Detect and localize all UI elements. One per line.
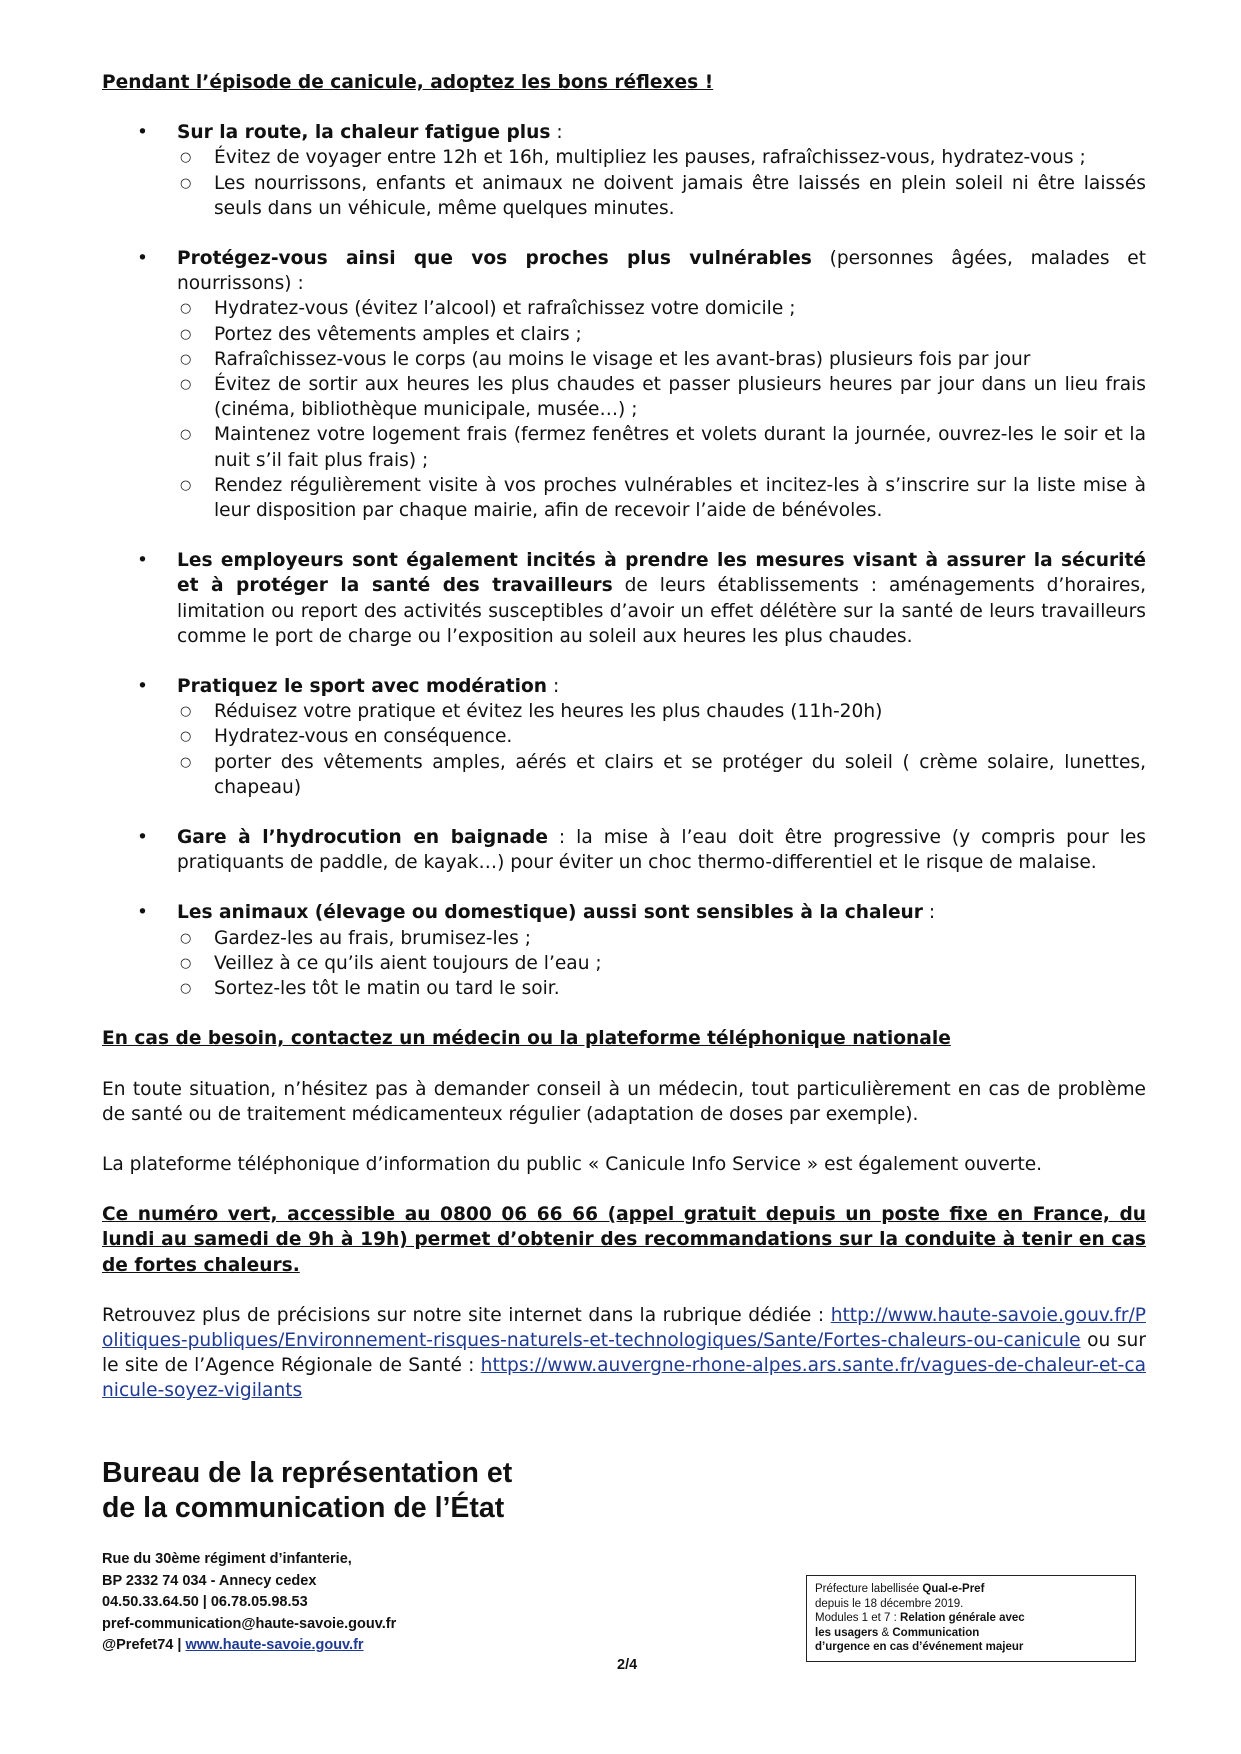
circle-bullet-icon: ○ <box>180 377 192 393</box>
reflexes-list <box>102 120 1146 1001</box>
bullet-dot-icon: • <box>137 550 148 572</box>
paragraph-plateforme: La plateforme téléphonique d’information du public « Canicule Info Service » est également ouverte. <box>102 1153 1043 1175</box>
bullet-bold-text: Les animaux (élevage ou domestique) aussi sont sensibles à la chaleur <box>177 902 923 924</box>
circle-bullet-icon: ○ <box>180 351 192 367</box>
bullet-text: : <box>922 902 936 924</box>
label-line1 <box>815 1582 1127 1597</box>
bullet-bold-text: Gare à l’hydrocution en baignade <box>177 827 548 849</box>
bullet-text: : <box>547 676 560 698</box>
sub-list-item <box>177 699 1146 724</box>
sub-list-text: Les nourrissons, enfants et animaux ne doivent jamais être laissés en plein soleil ni être laissés seuls dans un véhicule, même quelques minutes. <box>214 172 1146 219</box>
sub-list-item <box>177 926 1146 951</box>
link-prefecture[interactable]: http://www.haute-savoie.gouv.fr/Politiques-publiques/Environnement-risques-naturels-et-technologiques/Sante/Fortes-chaleurs-ou-canicule <box>102 1304 1146 1351</box>
sub-list-text: Sortez-les tôt le matin ou tard le soir. <box>214 978 560 1000</box>
label-line3 <box>815 1611 1127 1626</box>
twitter-handle: @Prefet74 | <box>102 1637 186 1653</box>
sub-list-item <box>177 322 1146 347</box>
bullet-text: (personnes âgées, malades et nourrissons) : <box>177 248 1147 295</box>
sub-list <box>177 699 1146 800</box>
bullet-dot-icon: • <box>137 827 148 849</box>
label-line4-bold: les usagers <box>815 1626 879 1639</box>
paragraph-numero-vert: Ce numéro vert, accessible au 0800 06 66 66 (appel gratuit depuis un poste fixe en France, du lundi au samedi de 9h à 19h) permet d’obtenir des recommandations sur la conduite à tenir en cas de fortes chaleurs. <box>102 1204 1146 1276</box>
bullet-dot-icon: • <box>137 248 148 270</box>
bullet-bold-text: Pratiquez le sport avec modération <box>177 676 548 698</box>
website-link[interactable]: www.haute-savoie.gouv.fr <box>185 1637 364 1653</box>
bullet-bold-text: Les employeurs sont également incités à prendre les mesures visant à assurer la sécurité et à protéger la santé des travailleurs <box>177 550 1146 597</box>
liens-prefix: Retrouvez plus de précisions sur notre site internet dans la rubrique dédiée : <box>102 1304 831 1326</box>
sub-list-text: Évitez de voyager entre 12h et 16h, multipliez les pauses, rafraîchissez-vous, hydratez-vous ; <box>214 147 1086 169</box>
sub-list-text: porter des vêtements amples, aérés et clairs et se protéger du soleil ( crème solaire, lunettes, chapeau) <box>214 751 1146 798</box>
bullet-dot-icon: • <box>137 122 148 144</box>
sub-list-text: Portez des vêtements amples et clairs ; <box>214 323 582 345</box>
sub-list-item <box>177 422 1146 472</box>
sub-list-item <box>177 473 1146 523</box>
bullet-item <box>102 825 1146 875</box>
label-line5-bold: d’urgence en cas d’événement majeur <box>815 1641 1024 1653</box>
sub-list-item <box>177 724 1146 749</box>
bullet-item <box>102 900 1146 1001</box>
bullet-dot-icon: • <box>137 902 148 924</box>
bullet-text: de leurs établissements : aménagements d’horaires, limitation ou report des activités susceptibles d’avoir un effet délétère sur la santé de leurs travailleurs comme le port de charge ou l’exposition au soleil aux heures les plus chaudes. <box>177 575 1146 647</box>
label-line3-bold: Relation générale avec <box>900 1612 1025 1624</box>
circle-bullet-icon: ○ <box>180 427 192 443</box>
sub-list-text: Hydratez-vous en conséquence. <box>214 726 513 748</box>
link-ars[interactable]: https://www.auvergne-rhone-alpes.ars.sante.fr/vagues-de-chaleur-et-canicule-soyez-vigilants <box>102 1355 1146 1402</box>
sub-list-text: Rafraîchissez-vous le corps (au moins le visage et les avant-bras) plusieurs fois par jour <box>214 348 1031 370</box>
circle-bullet-icon: ○ <box>180 477 192 493</box>
label-line1-prefix: Préfecture labellisée <box>815 1583 923 1595</box>
circle-bullet-icon: ○ <box>180 150 192 166</box>
sub-list-item <box>177 347 1146 372</box>
sub-list-text: Réduisez votre pratique et évitez les heures les plus chaudes (11h-20h) <box>214 701 883 723</box>
circle-bullet-icon: ○ <box>180 704 192 720</box>
label-line4-mid: & <box>878 1626 893 1639</box>
label-line3-prefix: Modules 1 et 7 : <box>815 1612 901 1624</box>
sub-list-text: Maintenez votre logement frais (fermez fenêtres et volets durant la journée, ouvrez-les le soir et la nuit s’il fait plus frais) ; <box>214 424 1146 471</box>
circle-bullet-icon: ○ <box>180 930 192 946</box>
document-body <box>102 70 1146 1404</box>
label-line4-bold2: Communication <box>892 1626 980 1639</box>
sub-list-text: Gardez-les au frais, brumisez-les ; <box>214 927 531 949</box>
bullet-text: : la mise à l’eau doit être progressive (y compris pour les pratiquants de paddle, de kayak…) pour éviter un choc thermo-differentiel et le risque de malaise. <box>177 827 1146 874</box>
sub-list <box>177 926 1146 1002</box>
quality-label-box <box>806 1575 1136 1662</box>
sub-list-item <box>177 951 1146 976</box>
paragraph-liens <box>102 1303 1146 1404</box>
sub-list-item <box>177 372 1146 422</box>
bullet-item <box>102 548 1146 649</box>
sub-list-text: Rendez régulièrement visite à vos proches vulnérables et incitez-les à s’inscrire sur la liste mise à leur disposition par chaque mairie, afin de recevoir l’aide de bénévoles. <box>214 474 1146 522</box>
label-line4 <box>815 1626 1127 1641</box>
circle-bullet-icon: ○ <box>180 754 192 770</box>
bureau-title-line1: Bureau de la représentation et <box>102 1457 513 1489</box>
sub-list-item <box>177 750 1146 800</box>
phone-numbers: 04.50.33.64.50 | 06.78.05.98.53 <box>102 1594 308 1610</box>
label-line2: depuis le 18 décembre 2019. <box>815 1597 964 1610</box>
bullet-item <box>102 246 1146 523</box>
bureau-title <box>102 1456 512 1526</box>
section-heading-contact: En cas de besoin, contactez un médecin ou la plateforme téléphonique nationale <box>102 1028 951 1050</box>
address-line1: Rue du 30ème régiment d’infanterie, <box>102 1551 352 1567</box>
contact-block <box>102 1549 396 1657</box>
bureau-title-line2: de la communication de l’État <box>102 1492 505 1524</box>
sub-list-item <box>177 145 1146 170</box>
label-line1-bold: Qual-e-Pref <box>922 1583 985 1595</box>
social-line <box>102 1635 396 1657</box>
sub-list-text: Évitez de sortir aux heures les plus chaudes et passer plusieurs heures par jour dans un lieu frais (cinéma, bibliothèque municipale, musée…) ; <box>214 374 1146 421</box>
bullet-item <box>102 674 1146 800</box>
sub-list-item <box>177 296 1146 321</box>
bullet-text: : <box>550 122 563 144</box>
sub-list-item <box>177 171 1146 221</box>
bullet-item <box>102 120 1146 221</box>
sub-list-item <box>177 976 1146 1001</box>
page-number: 2/4 <box>617 1657 638 1673</box>
circle-bullet-icon: ○ <box>180 175 192 191</box>
email-address: pref-communication@haute-savoie.gouv.fr <box>102 1615 397 1632</box>
circle-bullet-icon: ○ <box>180 955 192 971</box>
circle-bullet-icon: ○ <box>180 981 192 997</box>
circle-bullet-icon: ○ <box>180 326 192 342</box>
bullet-bold-text: Sur la route, la chaleur fatigue plus <box>177 122 551 144</box>
liens-middle: ou sur le site de l’Agence Régionale de Santé : <box>102 1329 1146 1377</box>
paragraph-medecin: En toute situation, n’hésitez pas à demander conseil à un médecin, tout particulièrement en cas de problème de santé ou de traitement médicamenteux régulier (adaptation de doses par exemple). <box>102 1078 1146 1125</box>
sub-list-text: Veillez à ce qu’ils aient toujours de l’eau ; <box>214 952 602 974</box>
bullet-dot-icon: • <box>137 676 148 698</box>
sub-list <box>177 296 1146 523</box>
sub-list <box>177 145 1146 221</box>
section-heading-reflexes: Pendant l’épisode de canicule, adoptez les bons réflexes ! <box>102 72 714 93</box>
sub-list-text: Hydratez-vous (évitez l’alcool) et rafraîchissez votre domicile ; <box>214 298 796 320</box>
circle-bullet-icon: ○ <box>180 301 192 317</box>
address-line2: BP 2332 74 034 - Annecy cedex <box>102 1572 317 1589</box>
bullet-bold-text: Protégez-vous ainsi que vos proches plus vulnérables <box>177 248 812 270</box>
circle-bullet-icon: ○ <box>180 729 192 745</box>
label-line5 <box>815 1640 1127 1655</box>
